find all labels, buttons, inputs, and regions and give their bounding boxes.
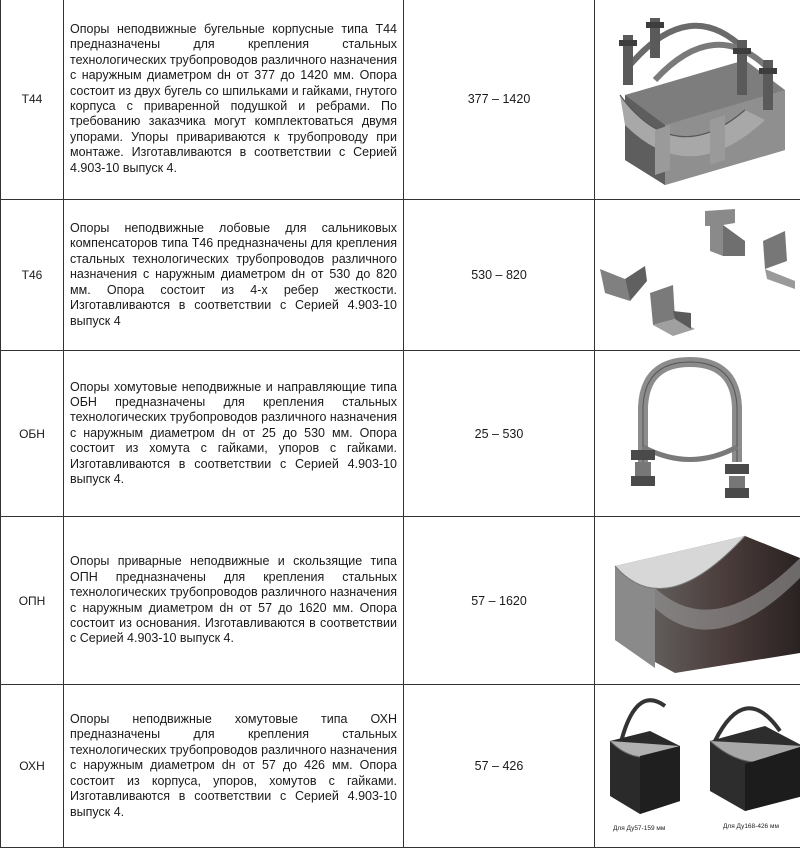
welded-base-opn-illustration [595, 518, 800, 684]
table-row [1, 685, 800, 848]
diameter-range: 57 – 426 [404, 685, 595, 848]
diameter-range: 530 – 820 [404, 200, 595, 351]
diameter-range: 57 – 1620 [404, 517, 595, 685]
diameter-range: 25 – 530 [404, 351, 595, 517]
type-description: Опоры неподвижные лобовые для сальниковых компенсаторов типа Т46 предназначены для крепления стальных технологических трубопроводов различного назначения с наружным диаметром dн от 530 до 820 мм. Опора состоит из 4-х ребер жесткости. Изготавливаются в соответствии с Серией 4.903-10 выпуск 4 [64, 200, 404, 351]
type-code: Т46 [1, 200, 64, 351]
clamp-support-t44-illustration [595, 0, 800, 199]
type-code: Т44 [1, 0, 64, 200]
table-row [1, 517, 800, 685]
type-description: Опоры неподвижные хомутовые типа ОХН предназначены для крепления стальных технологических трубопроводов различного назначения с наружным диаметром dн от 57 до 426 мм. Опора состоит из корпуса, упоров, хомутов с гайками. Изготавливаются в соответствии с Серией 4.903-10 выпуск 4. [64, 685, 404, 848]
stiffener-ribs-t46-illustration [595, 201, 800, 350]
u-bolt-clamp-obn-illustration [595, 352, 800, 516]
caption-large: Для Ду168-426 мм [723, 823, 779, 830]
product-image-obn [595, 351, 800, 517]
product-image-t46 [595, 200, 800, 351]
clamp-support-ohn-illustration [595, 686, 800, 847]
table-row [1, 0, 800, 200]
product-image-t44 [595, 0, 800, 200]
type-code: ОХН [1, 685, 64, 848]
type-code: ОПН [1, 517, 64, 685]
product-image-opn [595, 517, 800, 685]
table-row [1, 351, 800, 517]
type-description: Опоры хомутовые неподвижные и направляющие типа ОБН предназначены для крепления стальных технологических трубопроводов различного назначения с наружным диаметром dн от 25 до 530 мм. Опора состоит из хомута с гайками, упоров с гайками. Изготавливаются в соответствии с Серией 4.903-10 выпуск 4. [64, 351, 404, 517]
type-code: ОБН [1, 351, 64, 517]
type-description: Опоры приварные неподвижные и скользящие типа ОПН предназначены для крепления стальных технологических трубопроводов различного назначения с наружным диаметром dн от 57 до 1620 мм. Опора состоит из основания. Изготавливаются в соответствии с Серией 4.903-10 выпуск 4. [64, 517, 404, 685]
diameter-range: 377 – 1420 [404, 0, 595, 200]
table-row [1, 200, 800, 351]
product-image-ohn [595, 685, 800, 848]
caption-small: Для Ду57-159 мм [613, 825, 666, 832]
type-description: Опоры неподвижные бугельные корпусные типа Т44 предназначены для крепления стальных технологических трубопроводов различного назначения с наружным диаметром dн от 377 до 1420 мм. Опора состоит из двух бугель со шпильками и гайками, гнутого корпуса с приваренной подушкой и ребрами. По требованию заказчика могут комплектоваться двумя упорами. Упоры привариваются к трубопроводу при монтаже. Изготавливаются в соответствии с Серией 4.903-10 выпуск 4. [64, 0, 404, 200]
